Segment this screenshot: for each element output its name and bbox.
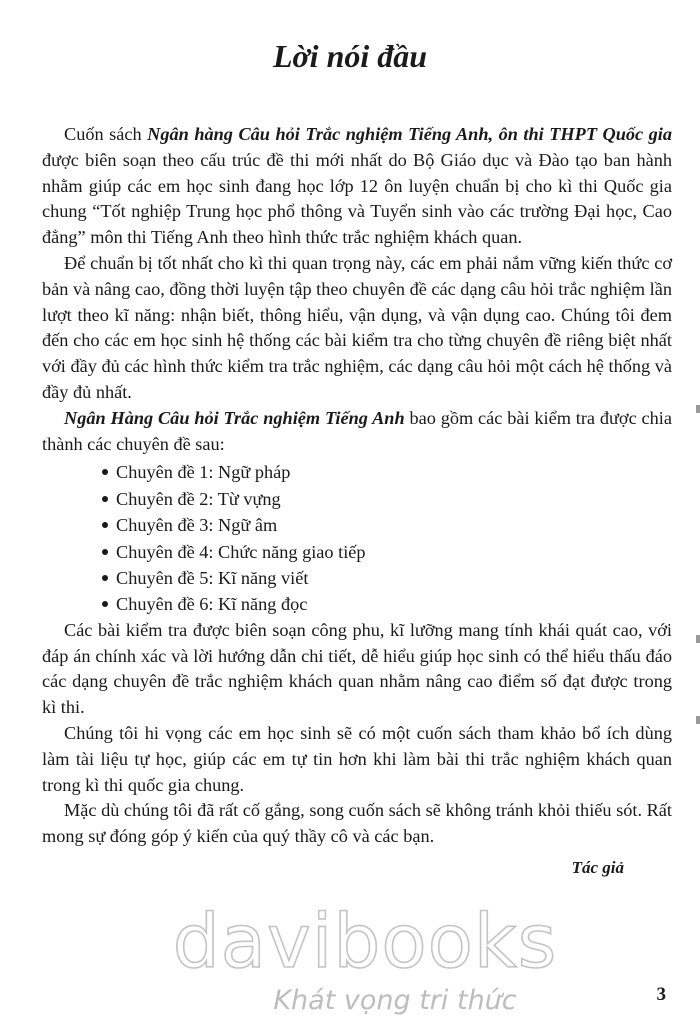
- body-text: [42, 122, 672, 850]
- topic-item: Chuyên đề 3: Ngữ âm: [102, 512, 672, 538]
- intro-lead: Cuốn sách: [64, 124, 142, 144]
- paragraph-hope: Chúng tôi hi vọng các em học sinh sẽ có một cuốn sách tham khảo bổ ích dùng làm tài liệu tự học, giúp các em tự tin hơn khi làm bài thi trắc nghiệm khách quan trong kì thi quốc gia chung.: [42, 722, 672, 795]
- paragraph-feedback: Mặc dù chúng tôi đã rất cố gắng, song cuốn sách sẽ không tránh khỏi thiếu sót. Rất mong sự đóng góp ý kiến của quý thầy cô và các bạn.: [42, 800, 672, 847]
- topic-item: Chuyên đề 1: Ngữ pháp: [102, 459, 672, 485]
- intro-paragraph: [42, 122, 672, 251]
- topic-item: Chuyên đề 6: Kĩ năng đọc: [102, 591, 672, 617]
- page-number: 3: [656, 984, 666, 1005]
- paragraph-quality: Các bài kiểm tra được biên soạn công phu, kĩ lưỡng mang tính khái quát cao, với đáp án chính xác và lời hướng dẫn chi tiết, dễ hiểu giúp học sinh có thể hiểu thấu đáo các dạng chuyên đề trắc nghiệm khách quan nhằm nâng cao điểm số đạt được trong kì thi.: [42, 619, 672, 718]
- topic-item: Chuyên đề 2: Từ vựng: [102, 486, 672, 512]
- topic-item: Chuyên đề 4: Chức năng giao tiếp: [102, 539, 672, 565]
- davibooks-watermark-logo: [155, 905, 575, 1015]
- watermark-brand: davibooks: [172, 905, 558, 985]
- page-title: Lời nói đầu: [272, 38, 428, 74]
- author-signature: Tác giả: [571, 858, 624, 877]
- book-title: Ngân hàng Câu hỏi Trắc nghiệm Tiếng Anh, ôn thi THPT Quốc gia: [147, 124, 673, 144]
- topic-item: Chuyên đề 5: Kĩ năng viết: [102, 565, 672, 591]
- paragraph-contents: [42, 406, 672, 458]
- watermark-slogan: Khát vọng tri thức: [273, 985, 517, 1015]
- scan-edge-mark: [696, 405, 700, 413]
- intro-text: được biên soạn theo cấu trúc đề thi mới nhất do Bộ Giáo dục và Đào tạo ban hành nhằm giúp các em học sinh đang học lớp 12 ôn luyện chuẩn bị cho kì thi Quốc gia chung “Tốt nghiệp Trung học phổ thông và Tuyển sinh vào các trường Đại học, Cao đẳng” môn thi Tiếng Anh theo hình thức trắc nghiệm khách quan.: [42, 149, 672, 248]
- scan-edge-mark: [696, 716, 700, 724]
- contents-text: bao gồm các bài kiểm tra được chia thành các chuyên đề sau:: [42, 407, 672, 454]
- scan-edge-mark: [696, 635, 700, 643]
- paragraph-preparation: Để chuẩn bị tốt nhất cho kì thi quan trọng này, các em phải nắm vững kiến thức cơ bản và nâng cao, đồng thời luyện tập theo chuyên đề các dạng câu hỏi trắc nghiệm lần lượt theo kĩ năng: nhận biết, thông hiểu, vận dụng, và vận dụng cao. Chúng tôi đem đến cho các em học sinh hệ thống các bài kiểm tra cho từng chuyên đề riêng biệt nhất với đầy đủ các hình thức kiểm tra trắc nghiệm, các dạng câu hỏi một cách hệ thống và đầy đủ nhất.: [42, 252, 672, 402]
- topic-list: [42, 459, 672, 617]
- bank-title: Ngân Hàng Câu hỏi Trắc nghiệm Tiếng Anh: [64, 407, 405, 428]
